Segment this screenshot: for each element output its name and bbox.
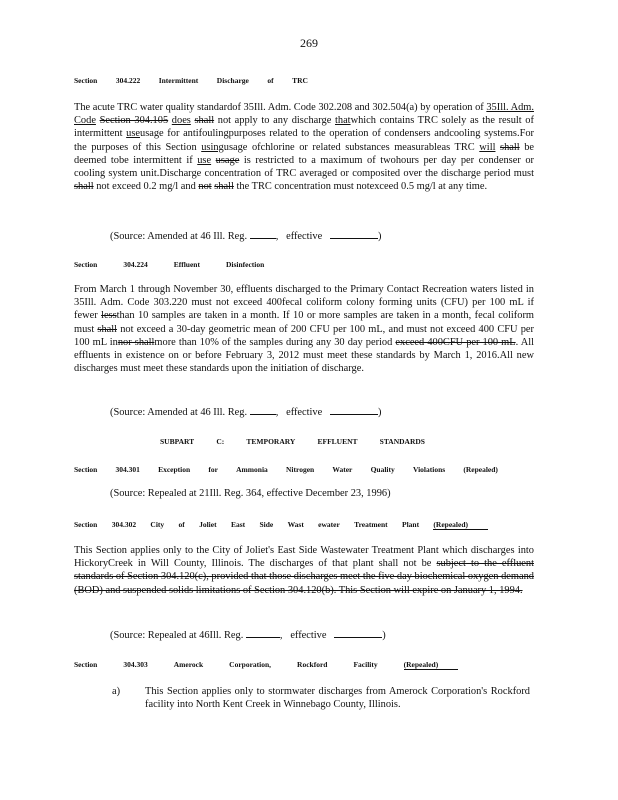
item-label-a: a) bbox=[112, 686, 121, 697]
section-header-304-302: Section 304.302 City of Joliet East Side Wast ewater Treatment Plant (Repealed) bbox=[74, 520, 488, 530]
section-header-304-303: Section 304.303 Amerock Corporation, Rockford Facility (Repealed) bbox=[74, 660, 544, 670]
section-header-304-224: Section 304.224 Effluent Disinfection bbox=[74, 260, 265, 269]
section-304-222-text: The acute TRC water quality standardof 35Ill. Adm. Code 302.208 and 302.504(a) by operation of 35Ill. Adm. Code Section 304.105 does shall not apply to any discharge thatwhich contains TRC solely as the result of intermittent useusage for antifoulingpurposes related to the operation of condensers andcooling systems.For the purposes of this Section usingusage ofchlorine or related substances measurableas TRC will shall be deemed tobe intermittent if use usage is restricted to a maximum of twohours per day per condenser or cooling system unit.Discharge concentration of TRC averaged or composited over the discharge period must shall not exceed 0.2 mg/l and not shall the TRC concentration must notexceed 0.5 mg/l at any time. bbox=[74, 102, 535, 193]
section-304-303-item-a-text: This Section applies only to stormwater discharges from Amerock Corporation's Rockford facility into North Kent Creek in Winnebago County, Illinois. bbox=[145, 686, 530, 711]
source-note-304-301: (Source: Repealed at 21Ill. Reg. 364, effective December 23, 1996) bbox=[110, 488, 391, 499]
page-number: 269 bbox=[300, 36, 318, 50]
section-header-304-301: Section 304.301 Exception for Ammonia Nitrogen Water Quality Violations (Repealed) bbox=[74, 465, 498, 474]
source-note-304-222: (Source: Amended at 46 Ill. Reg. , effective ) bbox=[110, 231, 382, 242]
section-304-224-text: From March 1 through November 30, effluents discharged to the Primary Contact Recreation waters listed in 35Ill. Adm. Code 303.220 must not exceed 400fecal coliform colony forming units (CFU) per 100 mL if fewer lessthan 10 samples are taken in a month. If 10 or more samples are taken in a month, fecal coliform must shall not exceed a 30-day geometric mean of 200 CFU per 100 mL, and must not exceed 400 CFU per 100 mL innor shallmore than 10% of the samples during any 30 day period exceed 400CFU per 100 mL. All effluents in existence on or before February 3, 2012 must meet these standards by March 1, 2016.All new discharges must meet these standards upon the initiation of discharge. bbox=[74, 284, 534, 375]
section-header-304-222: Section 304.222 Intermittent Discharge of TRC bbox=[74, 76, 308, 85]
subpart-c-heading: SUBPART C: TEMPORARY EFFLUENT STANDARDS bbox=[160, 437, 425, 446]
source-note-304-224: (Source: Amended at 46 Ill. Reg. , effective ) bbox=[110, 407, 382, 418]
section-304-302-text: This Section applies only to the City of Joliet's East Side Wastewater Treatment Plant which discharges into HickoryCreek in Will County, Illinois. The discharges of that plant shall not be subject to the effluent standards of Section 304.120(c), provided that those discharges meet the five day biochemical oxygen demand (BOD) and suspended solids limitations of Section 304.120(b). This Section will expire on January 1, 1994. bbox=[74, 545, 534, 596]
source-note-304-302: (Source: Repealed at 46Ill. Reg. , effective ) bbox=[110, 630, 386, 641]
